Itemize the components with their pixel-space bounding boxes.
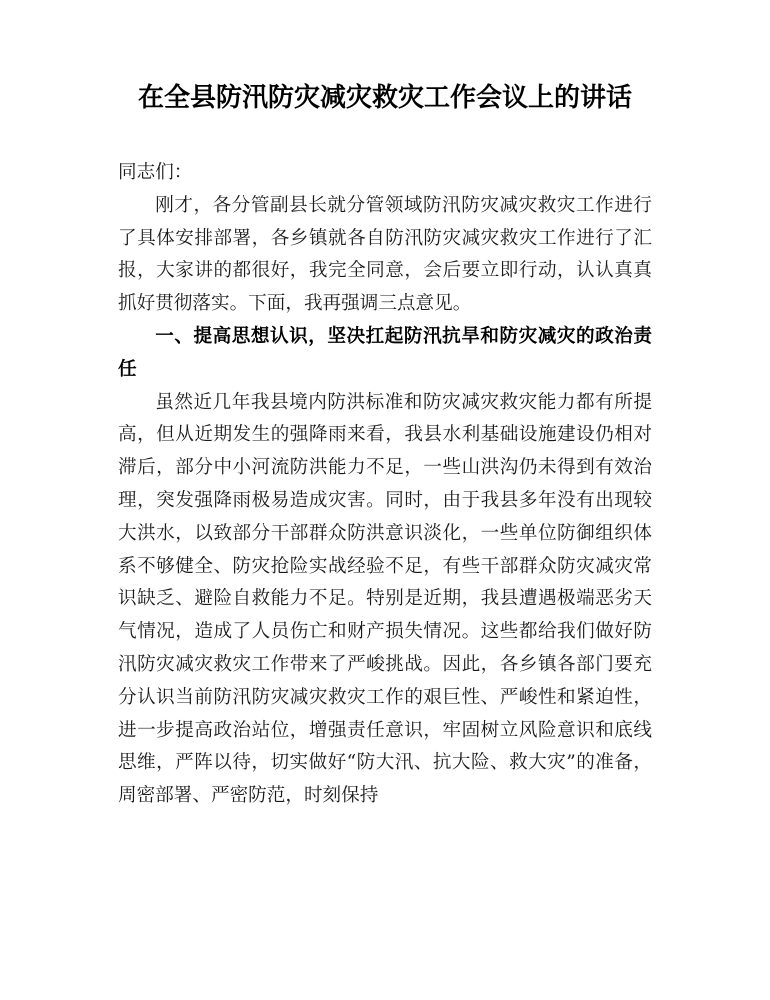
section-paragraph: 虽然近几年我县境内防洪标准和防灾减灾救灾能力都有所提高，但从近期发生的强降雨来看，我县水利基础设施建设仍相对滞后，部分中小河流防洪能力不足，一些山洪沟仍未得到有效治理，突发强降雨极易造成灾害。同时，由于我县多年没有出现较大洪水，以致部分干部群众防洪意识淡化，一些单位防御组织体系不够健全、防灾抢险实战经验不足，有些干部群众防灾减灾常识缺乏、避险自救能力不足。特别是近期，我县遭遇极端恶劣天气情况，造成了人员伤亡和财产损失情况。这些都给我们做好防汛防灾减灾救灾工作带来了严峻挑战。因此，各乡镇各部门要充分认识当前防汛防灾减灾救灾工作的艰巨性、严峻性和紧迫性，进一步提高政治站位，增强责任意识，牢固树立风险意识和底线思维，严阵以待，切实做好“防大汛、抗大险、救大灾”的准备，周密部署、严密防范，时刻保持 [118, 391, 652, 807]
section-heading: 一、提高思想认识，坚决扛起防汛抗旱和防灾减灾的政治责任 [118, 325, 652, 380]
body-paragraph: 刚才，各分管副县长就分管领域防汛防灾减灾救灾工作进行了具体安排部署，各乡镇就各自防汛防灾减灾救灾工作进行了汇报，大家讲的都很好，我完全同意，会后要立即行动，认认真真抓好贯彻落实。下面，我再强调三点意见。 [118, 194, 652, 315]
document-title: 在全县防汛防灾减灾救灾工作会议上的讲话 [137, 83, 632, 113]
salutation: 同志们： [118, 162, 193, 183]
document-body [118, 157, 652, 813]
